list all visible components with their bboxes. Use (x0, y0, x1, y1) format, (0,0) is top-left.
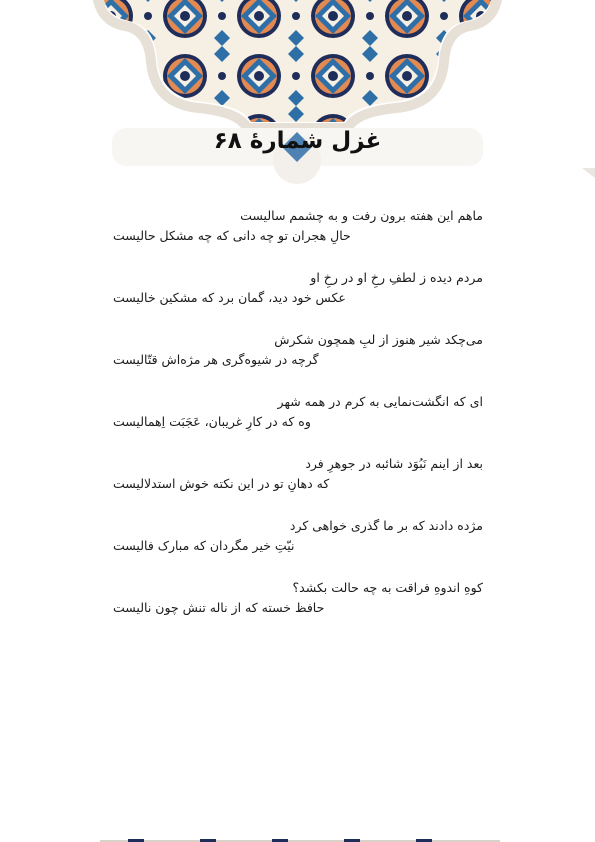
couplet (113, 206, 483, 268)
couplet (113, 516, 483, 578)
hemistich-second: حافظ خسته که از ناله تنش چون نالیست (113, 600, 325, 615)
couplet (113, 392, 483, 454)
poem-title: غزل شمارهٔ ۶۸ (213, 128, 382, 154)
hemistich-second: حالِ هجران تو چه دانی که چه مشکل حالیست (113, 228, 351, 243)
decorative-tile-ornament (0, 0, 595, 200)
hemistich-first: کوهِ اندوهِ فراقت به چه حالت بکشد؟ (292, 580, 483, 595)
hemistich-first: می‌چکد شیر هنوز از لبِ همچون شکرش (274, 332, 483, 347)
hemistich-second: که دهانِ تو در این نکته خوش استدلالیست (113, 476, 330, 491)
hemistich-second: وه که در کارِ غریبان، عَجَبَت اِهمالیست (113, 414, 311, 429)
couplet (113, 454, 483, 516)
hemistich-first: ای که انگشت‌نمایی به کرم در همه شهر (277, 394, 483, 409)
couplet (113, 330, 483, 392)
hemistich-second: عکس خود دید، گمان برد که مشکین خالیست (113, 290, 346, 305)
hemistich-first: مژده دادند که بر ما گذری خواهی کرد (289, 518, 483, 533)
couplet (113, 578, 483, 640)
poem-body (113, 206, 483, 640)
hemistich-second: نیّتِ خیر مگردان که مبارک فالیست (113, 538, 295, 553)
hemistich-second: گرچه در شیوه‌گری هر مژه‌اش قتّالیست (113, 352, 319, 367)
hemistich-first: ماهم این هفته برون رفت و به چشمم سالیست (240, 208, 483, 223)
hemistich-first: مردم دیده ز لطفِ رخِ او در رخِ او (310, 270, 483, 285)
couplet (113, 268, 483, 330)
bottom-tile-border (0, 834, 595, 842)
hemistich-first: بعد از اینم نَبُوَد شائبه در جوهرِ فرد (305, 456, 483, 471)
